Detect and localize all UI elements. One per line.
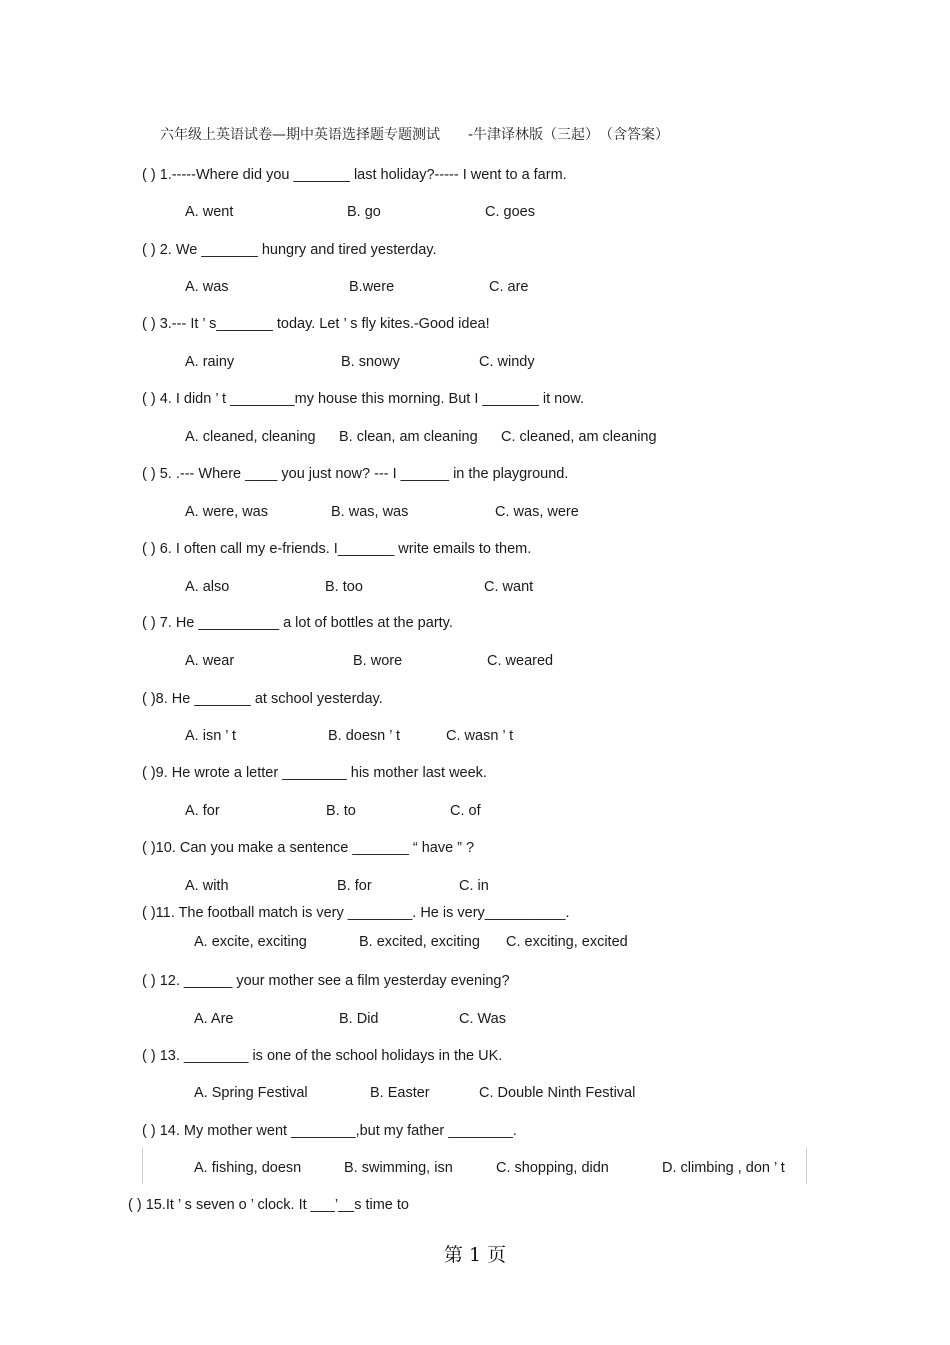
option-c: C. are <box>489 279 529 295</box>
option-a: A. with <box>185 878 229 894</box>
divider-right <box>806 1148 807 1184</box>
option-b: B. swimming, isn <box>344 1160 453 1176</box>
option-a: A. wear <box>185 653 235 669</box>
option-b: B. go <box>347 204 381 220</box>
option-c: C. want <box>484 579 534 595</box>
option-a: A. Are <box>194 1011 234 1027</box>
question-3: ( ) 3.--- It ’ s_______ today. Let ’ s fly kites.-Good idea! <box>142 316 490 332</box>
document-title: 六年级上英语试卷—期中英语选择题专题测试 -牛津译林版（三起） （含答案） <box>160 127 670 143</box>
option-d: D. climbing , don ’ t <box>662 1160 785 1176</box>
option-b: B. to <box>326 803 356 819</box>
divider-left <box>142 1148 143 1184</box>
option-c: C. exciting, excited <box>506 934 628 950</box>
option-a: A. was <box>185 279 229 295</box>
question-4: ( ) 4. I didn ’ t ________my house this morning. But I _______ it now. <box>142 391 584 407</box>
option-c: C. of <box>450 803 481 819</box>
option-c: C. cleaned, am cleaning <box>501 429 657 445</box>
option-c: C. in <box>459 878 489 894</box>
option-c: C. Double Ninth Festival <box>479 1085 636 1101</box>
option-c: C. weared <box>487 653 554 669</box>
option-b: B. was, was <box>331 504 409 520</box>
question-1: ( ) 1.-----Where did you _______ last holiday?----- I went to a farm. <box>142 167 567 183</box>
option-b: B. clean, am cleaning <box>339 429 478 445</box>
question-12: ( ) 12. ______ your mother see a film yesterday evening? <box>142 973 510 989</box>
option-a: A. went <box>185 204 234 220</box>
question-2: ( ) 2. We _______ hungry and tired yesterday. <box>142 242 437 258</box>
option-a: A. Spring Festival <box>194 1085 308 1101</box>
option-b: B.were <box>349 279 395 295</box>
question-10: ( )10. Can you make a sentence _______ “ have ” ? <box>142 840 475 856</box>
option-a: A. fishing, doesn <box>194 1160 302 1176</box>
option-a: A. excite, exciting <box>194 934 307 950</box>
question-5: ( ) 5. .--- Where ____ you just now? --- I ______ in the playground. <box>142 466 569 482</box>
question-6: ( ) 6. I often call my e-friends. I_______ write emails to them. <box>142 541 532 557</box>
option-c: C. wasn ’ t <box>446 728 514 744</box>
question-9: ( )9. He wrote a letter ________ his mother last week. <box>142 765 487 781</box>
option-c: C. Was <box>459 1011 506 1027</box>
option-b: B. wore <box>353 653 403 669</box>
option-b: B. doesn ’ t <box>328 728 401 744</box>
option-c: C. was, were <box>495 504 579 520</box>
option-a: A. rainy <box>185 354 235 370</box>
option-b: B. snowy <box>341 354 400 370</box>
option-b: B. Did <box>339 1011 379 1027</box>
question-8: ( )8. He _______ at school yesterday. <box>142 691 383 707</box>
option-a: A. cleaned, cleaning <box>185 429 316 445</box>
option-a: A. isn ’ t <box>185 728 237 744</box>
option-a: A. for <box>185 803 220 819</box>
option-c: C. goes <box>485 204 535 220</box>
question-13: ( ) 13. ________ is one of the school holidays in the UK. <box>142 1048 503 1064</box>
question-11: ( )11. The football match is very ________. He is very__________. <box>142 905 570 921</box>
option-a: A. were, was <box>185 504 268 520</box>
question-15: ( ) 15.It ’ s seven o ’ clock. It ___’__s time to <box>128 1197 409 1213</box>
page-number: 第 1 页 <box>443 1244 507 1266</box>
option-c: C. shopping, didn <box>496 1160 609 1176</box>
option-a: A. also <box>185 579 230 595</box>
option-b: B. for <box>337 878 372 894</box>
option-b: B. Easter <box>370 1085 430 1101</box>
option-b: B. excited, exciting <box>359 934 480 950</box>
question-14: ( ) 14. My mother went ________,but my father ________. <box>142 1123 517 1139</box>
option-c: C. windy <box>479 354 535 370</box>
question-7: ( ) 7. He __________ a lot of bottles at the party. <box>142 615 453 631</box>
option-b: B. too <box>325 579 363 595</box>
